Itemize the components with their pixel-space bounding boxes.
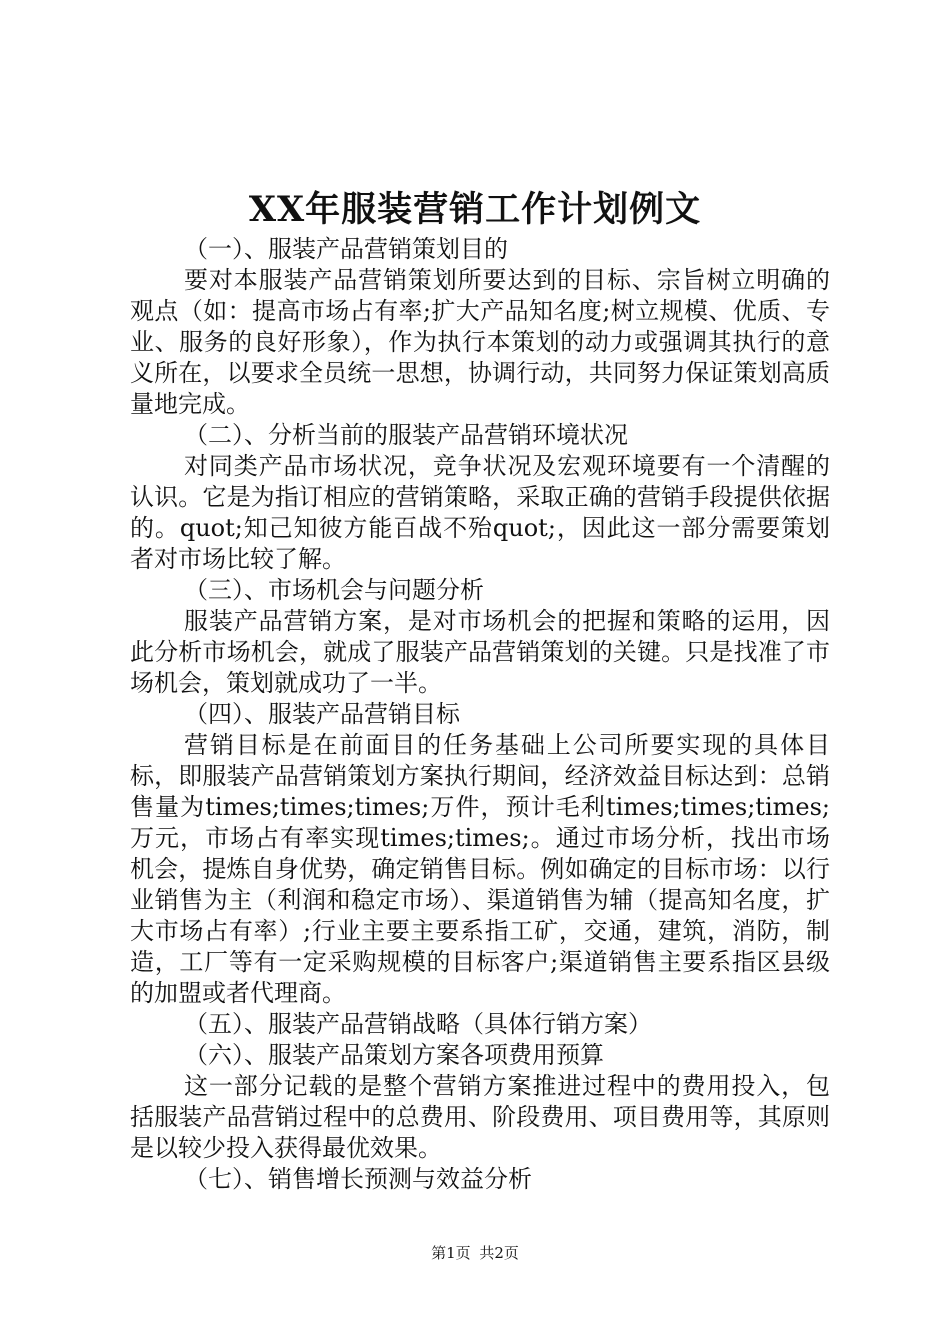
paragraph: 对同类产品市场状况，竞争状况及宏观环境要有一个清醒的认识。它是为指订相应的营销策略，采取正确的营销手段提供依据的。quot;知己知彼方能百战不殆quot;，因此这一部分需要策划者对市场比较了解。	[130, 452, 830, 573]
page-footer	[0, 1243, 950, 1263]
section-heading-3: （三）、市场机会与问题分析	[184, 576, 484, 604]
page-total: 共2页	[479, 1244, 519, 1262]
section-heading-5: （五）、服装产品营销战略（具体行销方案）	[184, 1010, 652, 1038]
section-heading-6: （六）、服装产品策划方案各项费用预算	[184, 1041, 604, 1069]
paragraph: 要对本服装产品营销策划所要达到的目标、宗旨树立明确的观点（如：提高市场占有率;扩大产品知名度;树立规模、优质、专业、服务的良好形象），作为执行本策划的动力或强调其执行的意义所在，以要求全员统一思想，协调行动，共同努力保证策划高质量地完成。	[130, 266, 830, 418]
section-heading-4: （四）、服装产品营销目标	[184, 700, 460, 728]
paragraph: 这一部分记载的是整个营销方案推进过程中的费用投入，包括服装产品营销过程中的总费用、阶段费用、项目费用等，其原则是以较少投入获得最优效果。	[130, 1072, 830, 1162]
paragraph: 服装产品营销方案，是对市场机会的把握和策略的运用，因此分析市场机会，就成了服装产品营销策划的关键。只是找准了市场机会，策划就成功了一半。	[130, 607, 830, 697]
paragraph: 营销目标是在前面目的任务基础上公司所要实现的具体目标，即服装产品营销策划方案执行期间，经济效益目标达到：总销售量为times;times;times;万件，预计毛利times;times;times;万元，市场占有率实现times;times;。通过市场分析，找出市场机会，提炼自身优势，确定销售目标。例如确定的目标市场：以行业销售为主（利润和稳定市场）、渠道销售为辅（提高知名度，扩大市场占有率）;行业主要主要系指工矿，交通，建筑，消防，制造，工厂等有一定采购规模的目标客户;渠道销售主要系指区县级的加盟或者代理商。	[130, 731, 830, 1007]
section-heading-2: （二）、分析当前的服装产品营销环境状况	[184, 421, 628, 449]
page-number: 第1页	[431, 1244, 471, 1262]
document-title: XX年服装营销工作计划例文	[248, 189, 702, 230]
section-heading-7: （七）、销售增长预测与效益分析	[184, 1165, 532, 1193]
section-heading-1: （一）、服装产品营销策划目的	[184, 235, 508, 263]
document-body	[130, 234, 830, 1195]
